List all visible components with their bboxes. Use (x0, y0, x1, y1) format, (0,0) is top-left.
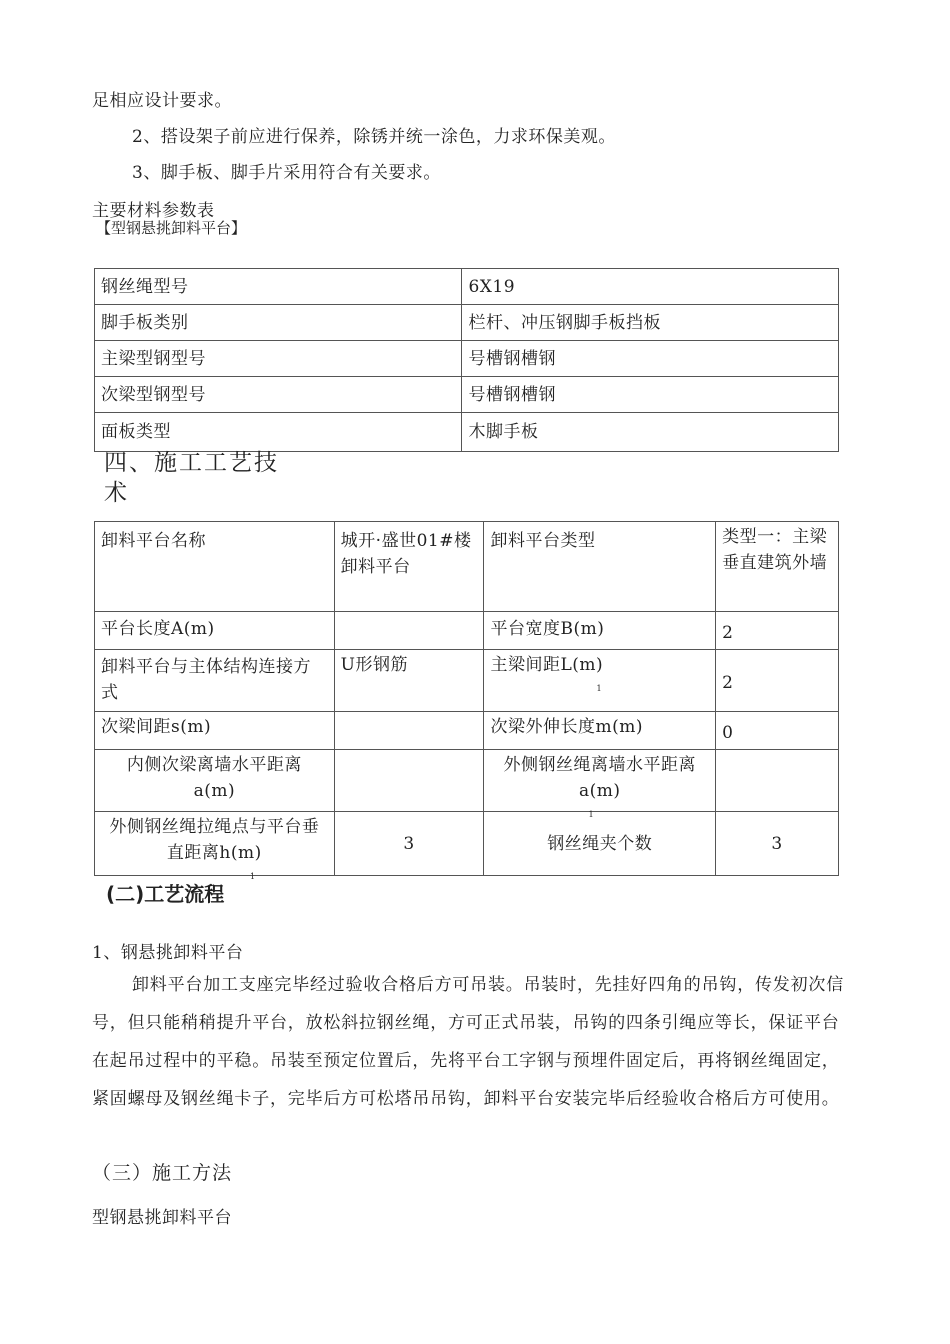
platform-cell (95, 812, 335, 881)
intro-line-1: 足相应设计要求。 (92, 91, 232, 111)
material-label: 面板类型 (95, 413, 462, 452)
platform-cell (716, 750, 839, 812)
process-item-1: 1、钢悬挑卸料平台 (92, 943, 244, 963)
platform-cell: 钢丝绳夹个数 (484, 812, 716, 876)
process-title: (二)工艺流程 (106, 882, 225, 906)
material-value: 木脚手板 (462, 413, 839, 452)
table-row (95, 377, 839, 413)
platform-cell: 2 (716, 612, 839, 650)
material-value: 号槽钢槽钢 (462, 377, 839, 413)
intro-line-2: 2、搭设架子前应进行保养，除锈并统一涂色，力求环保美观。 (132, 127, 616, 147)
table-row (95, 269, 839, 305)
material-label: 主梁型钢型号 (95, 341, 462, 377)
platform-cell-text: 外侧钢丝绳离墙水平距离a(m) (503, 755, 697, 801)
platform-cell: 城开·盛世01#楼卸料平台 (334, 522, 484, 612)
process-paragraph: 卸料平台加工支座完毕经过验收合格后方可吊装。吊装时，先挂好四角的吊钩，传发初次信号，但只能稍稍提升平台，放松斜拉钢丝绳，方可正式吊装，吊钩的四条引绳应等长，保证平台在起吊过程中的平稳。吊装至预定位置后，先将平台工字钢与预埋件固定后，再将钢丝绳固定，紧固螺母及钢丝绳卡子，完毕后方可松塔吊吊钩，卸料平台安装完毕后经验收合格后方可使用。 (92, 975, 844, 1109)
material-table (94, 268, 839, 452)
subscript: 1 (588, 810, 595, 819)
platform-table (94, 521, 839, 881)
method-title: （三）施工方法 (92, 1162, 233, 1184)
method-subtitle: 型钢悬挑卸料平台 (92, 1208, 232, 1228)
platform-cell: 卸料平台类型 (484, 522, 716, 612)
section4-title-line2: 术 (104, 480, 129, 506)
platform-cell: 平台长度A(m) (95, 612, 335, 650)
platform-cell: 2 (716, 650, 839, 712)
table-row (95, 712, 839, 750)
platform-cell (484, 650, 716, 712)
platform-cell: 次梁外伸长度m(m) (484, 712, 716, 750)
platform-cell: 3 (334, 812, 484, 876)
table-row (95, 650, 839, 712)
platform-cell (484, 750, 716, 819)
section4-title-line1: 四、施工工艺技 (104, 450, 279, 476)
platform-cell: 0 (716, 712, 839, 750)
platform-cell: 平台宽度B(m) (484, 612, 716, 650)
platform-cell: 内侧次梁离墙水平距离a(m) (95, 750, 335, 812)
table-row (95, 612, 839, 650)
platform-cell: 卸料平台名称 (95, 522, 335, 612)
subscript: 1 (250, 872, 256, 881)
platform-cell (334, 750, 484, 812)
material-label: 脚手板类别 (95, 305, 462, 341)
platform-cell: 次梁间距s(m) (95, 712, 335, 750)
table-row (95, 522, 839, 612)
platform-cell (334, 712, 484, 750)
material-table-caption: 主要材料参数表 (92, 201, 215, 221)
subscript: 1 (596, 684, 603, 693)
material-label: 钢丝绳型号 (95, 269, 462, 305)
material-value: 栏杆、冲压钢脚手板挡板 (462, 305, 839, 341)
table-row (95, 341, 839, 377)
intro-line-3: 3、脚手板、脚手片采用符合有关要求。 (132, 163, 441, 183)
platform-cell: U形钢筋 (334, 650, 484, 712)
platform-cell (334, 612, 484, 650)
table-row (95, 305, 839, 341)
platform-cell: 类型一：主梁垂直建筑外墙 (716, 522, 839, 612)
material-table-subcaption: 【型钢悬挑卸料平台】 (96, 219, 247, 237)
table-row (95, 812, 839, 876)
table-row (95, 413, 839, 452)
material-value: 号槽钢槽钢 (462, 341, 839, 377)
material-label: 次梁型钢型号 (95, 377, 462, 413)
platform-cell: 卸料平台与主体结构连接方式 (95, 650, 335, 712)
material-value: 6X19 (462, 269, 839, 305)
platform-cell: 3 (716, 812, 839, 876)
table-row (95, 750, 839, 812)
platform-cell-text: 主梁间距L(m) (490, 655, 604, 675)
platform-cell-text: 外侧钢丝绳拉绳点与平台垂直距离h(m) (109, 817, 320, 863)
